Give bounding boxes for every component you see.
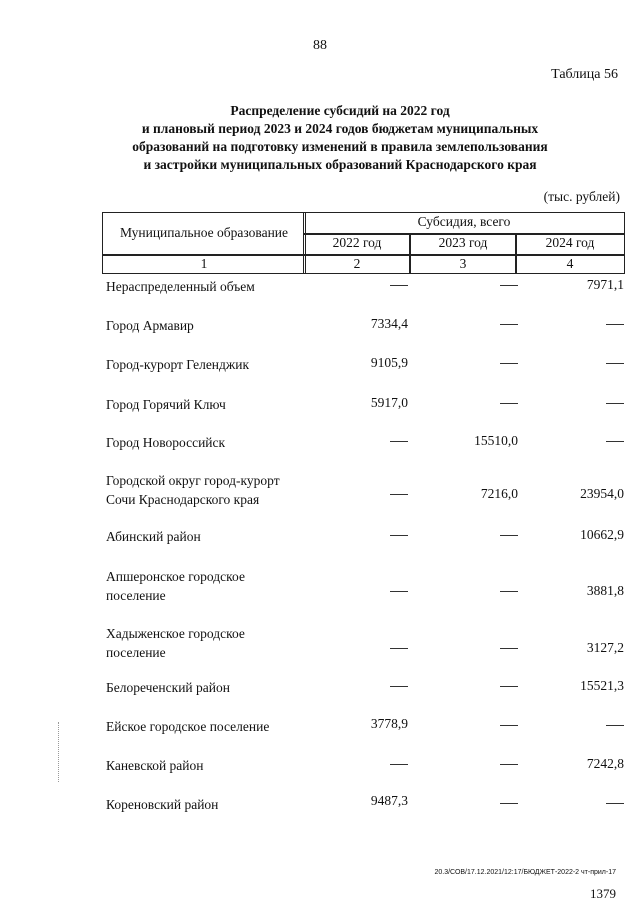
row-municipality-name bbox=[106, 471, 346, 509]
cell-2022: 3778,9 bbox=[370, 716, 408, 731]
row-municipality-name bbox=[106, 624, 346, 662]
cell-2024: 7971,1 bbox=[586, 277, 624, 292]
name-line: Город-курорт Геленджик bbox=[106, 357, 250, 372]
empty-dash bbox=[390, 648, 408, 649]
name-line: Хадыженское городское bbox=[106, 626, 245, 641]
margin-mark bbox=[58, 722, 59, 782]
name-line: Город Новороссийск bbox=[106, 435, 226, 450]
empty-dash bbox=[500, 363, 518, 364]
cell-2022 bbox=[390, 486, 408, 502]
empty-dash bbox=[500, 686, 518, 687]
cell-2022 bbox=[390, 433, 408, 449]
table-number: Таблица 56 bbox=[551, 67, 618, 82]
colnum-3: 3 bbox=[459, 256, 467, 271]
name-line: Апшеронское городское bbox=[106, 569, 245, 584]
empty-dash bbox=[500, 324, 518, 325]
cell-2024 bbox=[606, 355, 624, 371]
cell-2023 bbox=[500, 717, 518, 733]
empty-dash bbox=[390, 494, 408, 495]
colnum-2: 2 bbox=[353, 256, 361, 271]
empty-dash bbox=[606, 363, 624, 364]
cell-2022: 7334,4 bbox=[370, 316, 408, 331]
row-municipality-name bbox=[106, 316, 346, 335]
empty-dash bbox=[390, 535, 408, 536]
page-number-bottom: 1379 bbox=[590, 886, 616, 901]
header-year-2022: 2022 год bbox=[332, 235, 382, 250]
empty-dash bbox=[390, 441, 408, 442]
row-municipality-name bbox=[106, 756, 346, 775]
title-line: и застройки муниципальных образований Краснодарского края bbox=[143, 157, 537, 172]
colnum-1: 1 bbox=[200, 256, 208, 271]
empty-dash bbox=[500, 403, 518, 404]
name-line: Кореновский район bbox=[106, 797, 219, 812]
empty-dash bbox=[500, 591, 518, 592]
empty-dash bbox=[390, 285, 408, 286]
cell-2022: 9487,3 bbox=[370, 793, 408, 808]
name-line: Город Горячий Ключ bbox=[106, 397, 226, 412]
table-title bbox=[80, 102, 600, 174]
title-line: образований на подготовку изменений в правила землепользования bbox=[132, 139, 548, 154]
cell-2024: 23954,0 bbox=[580, 486, 624, 501]
header-municipality: Муниципальное образование bbox=[119, 225, 289, 240]
empty-dash bbox=[500, 285, 518, 286]
name-line: поселение bbox=[106, 645, 166, 660]
cell-2023 bbox=[500, 277, 518, 293]
empty-dash bbox=[500, 535, 518, 536]
cell-2024: 15521,3 bbox=[580, 678, 624, 693]
cell-2023 bbox=[500, 583, 518, 599]
header-year-2024: 2024 год bbox=[545, 235, 595, 250]
cell-2022 bbox=[390, 678, 408, 694]
row-municipality-name bbox=[106, 277, 346, 296]
empty-dash bbox=[390, 764, 408, 765]
title-line: и плановый период 2023 и 2024 годов бюджетам муниципальных bbox=[141, 121, 539, 136]
name-line: Городской округ город-курорт bbox=[106, 473, 280, 488]
cell-2024 bbox=[606, 717, 624, 733]
cell-2024 bbox=[606, 395, 624, 411]
cell-2023 bbox=[500, 756, 518, 772]
cell-2024 bbox=[606, 316, 624, 332]
cell-2023 bbox=[500, 795, 518, 811]
units-label: (тыс. рублей) bbox=[543, 189, 620, 204]
row-municipality-name bbox=[106, 395, 346, 414]
name-line: поселение bbox=[106, 588, 166, 603]
cell-2022: 5917,0 bbox=[370, 395, 408, 410]
empty-dash bbox=[606, 803, 624, 804]
cell-2023: 15510,0 bbox=[474, 433, 518, 448]
row-municipality-name bbox=[106, 433, 346, 452]
cell-2022 bbox=[390, 640, 408, 656]
row-municipality-name bbox=[106, 355, 346, 374]
empty-dash bbox=[390, 591, 408, 592]
name-line: Каневской район bbox=[106, 758, 204, 773]
name-line: Нераспределенный объем bbox=[106, 279, 255, 294]
name-line: Белореченский район bbox=[106, 680, 230, 695]
row-municipality-name bbox=[106, 567, 346, 605]
cell-2022 bbox=[390, 277, 408, 293]
name-line: Сочи Краснодарского края bbox=[106, 492, 260, 507]
cell-2024: 3881,8 bbox=[586, 583, 624, 598]
empty-dash bbox=[606, 725, 624, 726]
row-municipality-name bbox=[106, 795, 346, 814]
cell-2024: 10662,9 bbox=[580, 527, 624, 542]
name-line: Ейское городское поселение bbox=[106, 719, 270, 734]
cell-2022: 9105,9 bbox=[370, 355, 408, 370]
cell-2023 bbox=[500, 678, 518, 694]
cell-2024 bbox=[606, 433, 624, 449]
cell-2024 bbox=[606, 795, 624, 811]
empty-dash bbox=[500, 648, 518, 649]
header-year-2023: 2023 год bbox=[438, 235, 488, 250]
footer-code: 20.3/СОВ/17.12.2021/12:17/БЮДЖЕТ-2022-2 чт-прил-17 bbox=[434, 869, 616, 876]
name-line: Город Армавир bbox=[106, 318, 194, 333]
cell-2023 bbox=[500, 640, 518, 656]
page-number-top: 88 bbox=[313, 38, 327, 53]
row-municipality-name bbox=[106, 527, 346, 546]
cell-2023 bbox=[500, 316, 518, 332]
empty-dash bbox=[500, 764, 518, 765]
title-line: Распределение субсидий на 2022 год bbox=[230, 103, 450, 118]
cell-2022 bbox=[390, 527, 408, 543]
cell-2023: 7216,0 bbox=[480, 486, 518, 501]
cell-2022 bbox=[390, 583, 408, 599]
row-municipality-name bbox=[106, 717, 346, 736]
cell-2024: 7242,8 bbox=[586, 756, 624, 771]
cell-2023 bbox=[500, 395, 518, 411]
empty-dash bbox=[606, 441, 624, 442]
cell-2024: 3127,2 bbox=[586, 640, 624, 655]
cell-2023 bbox=[500, 355, 518, 371]
empty-dash bbox=[606, 403, 624, 404]
empty-dash bbox=[500, 803, 518, 804]
name-line: Абинский район bbox=[106, 529, 201, 544]
cell-2022 bbox=[390, 756, 408, 772]
row-municipality-name bbox=[106, 678, 346, 697]
header-subsidy-total: Субсидия, всего bbox=[417, 214, 511, 229]
empty-dash bbox=[390, 686, 408, 687]
cell-2023 bbox=[500, 527, 518, 543]
empty-dash bbox=[606, 324, 624, 325]
colnum-4: 4 bbox=[566, 256, 574, 271]
empty-dash bbox=[500, 725, 518, 726]
